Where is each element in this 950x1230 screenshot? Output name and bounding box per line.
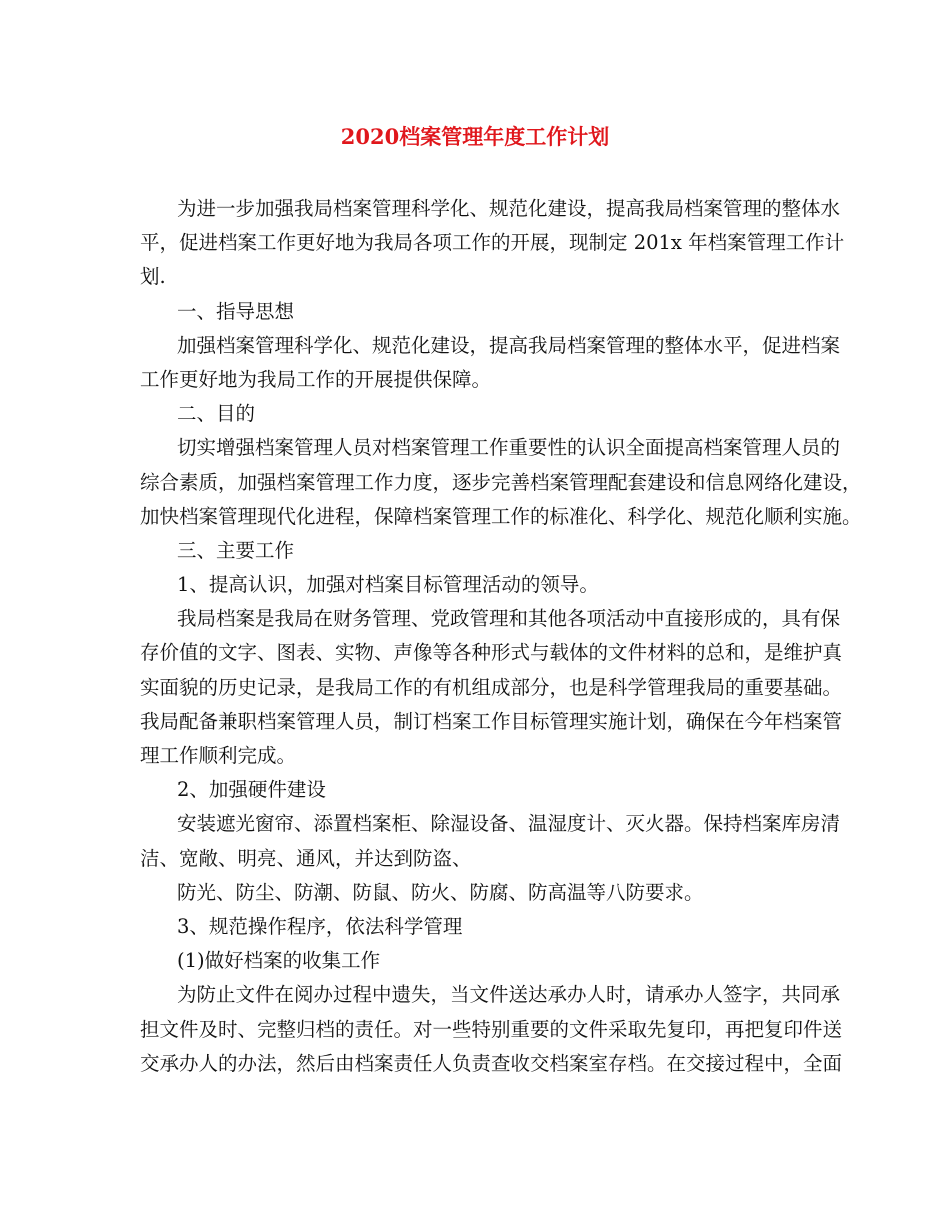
document-title: 2020档案管理年度工作计划 [340,124,610,149]
body-line: 加快档案管理现代化进程，保障档案管理工作的标准化、科学化、规范化顺利实施。 [140,504,862,528]
body-line: 实面貌的历史记录，是我局工作的有机组成部分，也是科学管理我局的重要基础。 [140,675,843,699]
body-line: 我局配备兼职档案管理人员，制订档案工作目标管理实施计划，确保在今年档案管 [140,709,843,733]
body-line: 三、主要工作 [177,538,295,562]
body-line: 为进一步加强我局档案管理科学化、规范化建设，提高我局档案管理的整体水 [177,197,841,220]
body-line: 工作更好地为我局工作的开展提供保障。 [140,367,492,391]
body-line: 存价值的文字、图表、实物、声像等各种形式与载体的文件材料的总和，是维护真 [140,641,843,665]
body-line: 加强档案管理科学化、规范化建设，提高我局档案管理的整体水平，促进档案 [177,333,841,357]
body-line: 交承办人的办法，然后由档案责任人负责查收交档案室存档。在交接过程中，全面 [140,1051,843,1075]
document-body [140,192,862,1081]
body-line: 3、规范操作程序，依法科学管理 [177,914,463,938]
body-line: 防光、防尘、防潮、防鼠、防火、防腐、防高温等八防要求。 [177,880,704,904]
body-line: 2、加强硬件建设 [177,778,326,802]
body-line: 我局档案是我局在财务管理、党政管理和其他各项活动中直接形成的，具有保 [177,607,841,631]
body-line: (1)做好档案的收集工作 [177,949,381,973]
body-line: 理工作顺利完成。 [140,744,297,767]
body-line: 1、提高认识，加强对档案目标管理活动的领导。 [177,573,599,597]
body-line: 切实增强档案管理人员对档案管理工作重要性的认识全面提高档案管理人员的 [177,436,841,460]
body-line: 安装遮光窗帘、添置档案柜、除湿设备、温湿度计、灭火器。保持档案库房清 [177,812,841,836]
body-line: 洁、宽敞、明亮、通风，并达到防盗、 [140,846,472,870]
body-line: 担文件及时、完整归档的责任。对一些特别重要的文件采取先复印，再把复印件送 [140,1017,843,1041]
body-line: 划. [140,265,166,289]
body-line: 一、指导思想 [177,299,295,323]
body-line: 二、目的 [177,402,256,426]
body-line: 综合素质，加强档案管理工作力度，逐步完善档案管理配套建设和信息网络化建设， [140,470,862,494]
body-line: 平，促进档案工作更好地为我局各项工作的开展，现制定 201x 年档案管理工作计 [140,231,845,255]
body-line: 为防止文件在阅办过程中遗失，当文件送达承办人时，请承办人签字，共同承 [177,983,841,1007]
